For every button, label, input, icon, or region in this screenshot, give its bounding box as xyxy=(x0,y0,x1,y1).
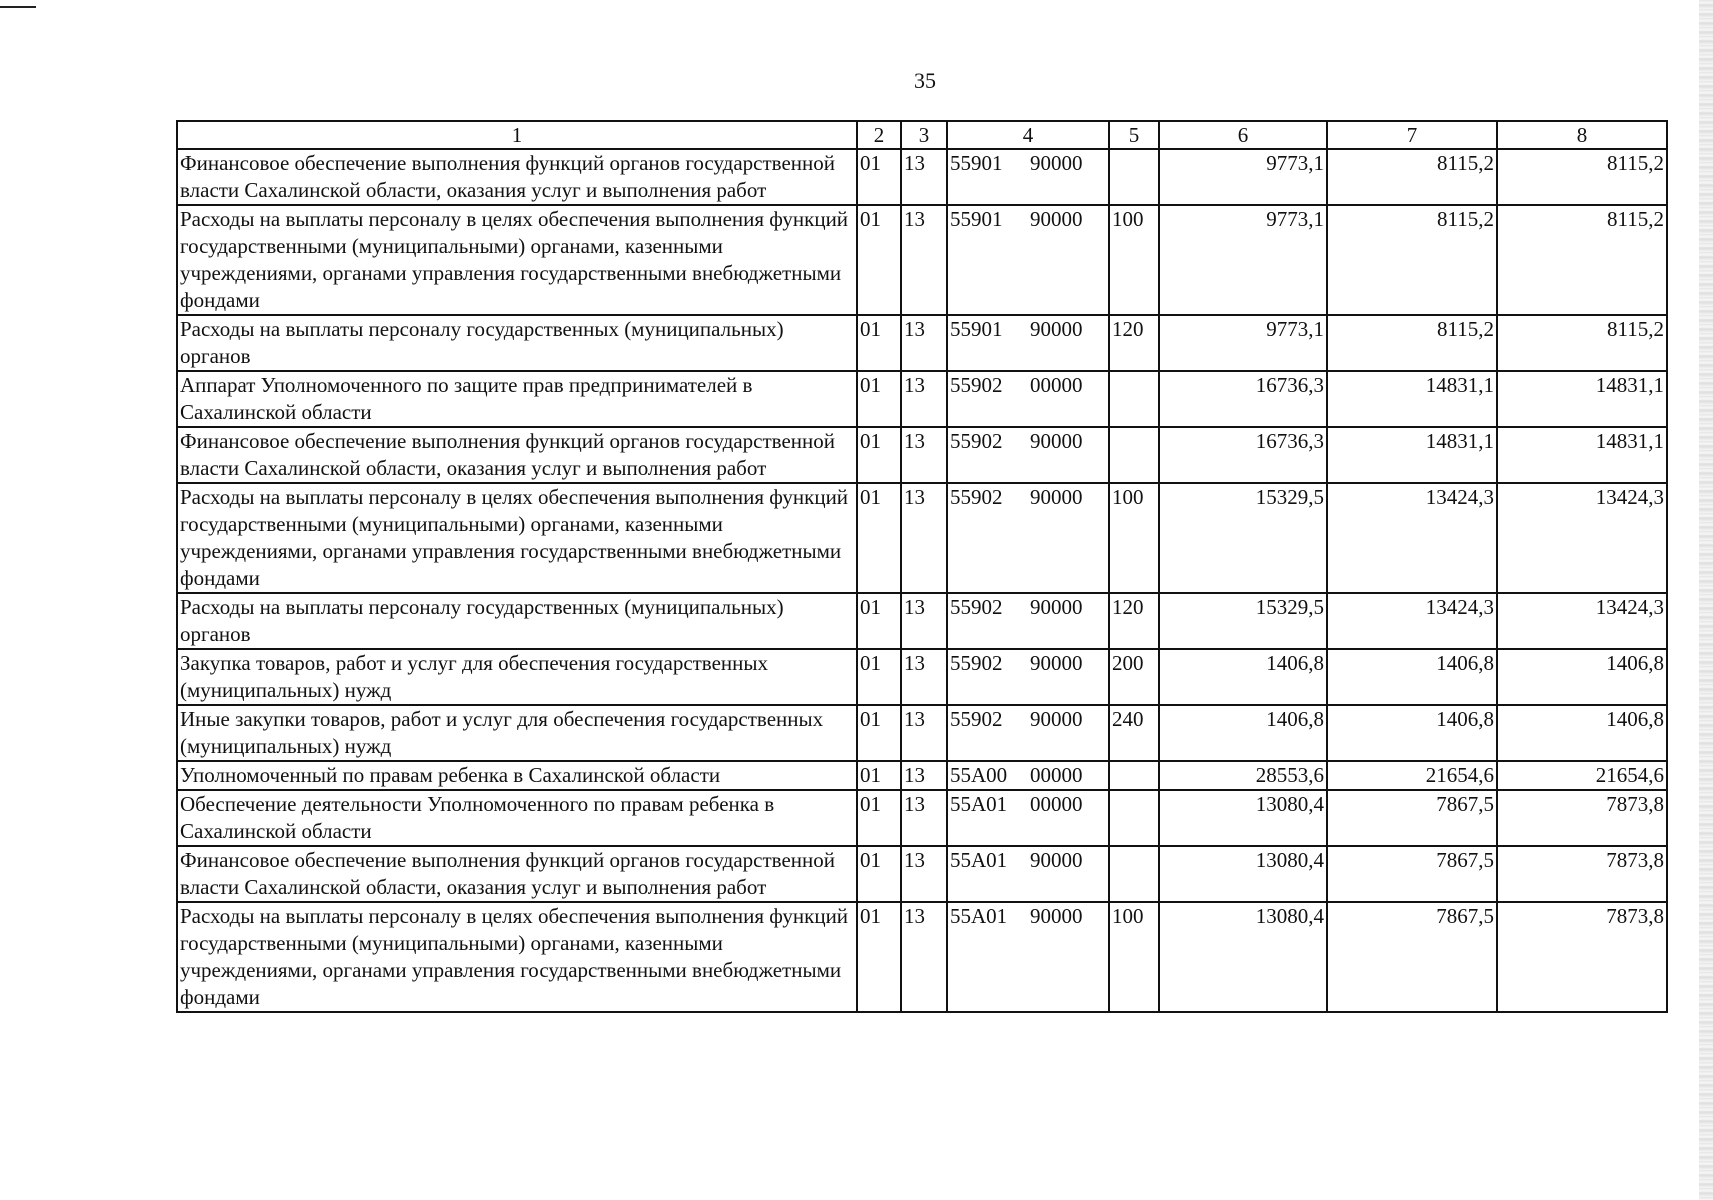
row-target-article xyxy=(947,593,1109,649)
row-subsection-code: 13 xyxy=(901,902,947,1012)
row-amount-col7: 21654,6 xyxy=(1327,761,1497,790)
row-amount-col6: 13080,4 xyxy=(1159,846,1327,902)
row-expense-type xyxy=(1109,427,1159,483)
row-target-article xyxy=(947,649,1109,705)
row-subsection-code: 13 xyxy=(901,846,947,902)
target-article-part-a: 55901 xyxy=(950,317,1003,341)
row-subsection-code: 13 xyxy=(901,649,947,705)
row-subsection-code: 13 xyxy=(901,761,947,790)
row-amount-col6: 1406,8 xyxy=(1159,649,1327,705)
row-section-code: 01 xyxy=(857,427,901,483)
target-article-part-a: 55А01 xyxy=(950,792,1008,816)
target-article-part-b: 90000 xyxy=(1030,207,1083,231)
column-header-8: 8 xyxy=(1497,121,1667,149)
row-section-code: 01 xyxy=(857,761,901,790)
target-article-part-a: 55А00 xyxy=(950,763,1008,787)
header-row xyxy=(177,121,1667,149)
column-header-3: 3 xyxy=(901,121,947,149)
row-name: Иные закупки товаров, работ и услуг для обеспечения государственных (муниципальных) нужд xyxy=(177,705,857,761)
column-header-1: 1 xyxy=(177,121,857,149)
row-expense-type: 120 xyxy=(1109,593,1159,649)
target-article-part-a: 55901 xyxy=(950,151,1003,175)
table-row xyxy=(177,593,1667,649)
row-expense-type xyxy=(1109,761,1159,790)
row-amount-col7: 8115,2 xyxy=(1327,149,1497,205)
row-amount-col8: 7873,8 xyxy=(1497,846,1667,902)
row-amount-col7: 14831,1 xyxy=(1327,427,1497,483)
row-section-code: 01 xyxy=(857,649,901,705)
row-amount-col6: 1406,8 xyxy=(1159,705,1327,761)
row-section-code: 01 xyxy=(857,149,901,205)
row-name: Аппарат Уполномоченного по защите прав предпринимателей в Сахалинской области xyxy=(177,371,857,427)
row-expense-type: 100 xyxy=(1109,483,1159,593)
target-article-part-a: 55902 xyxy=(950,485,1003,509)
column-header-2: 2 xyxy=(857,121,901,149)
target-article-part-b: 90000 xyxy=(1030,651,1083,675)
row-amount-col7: 7867,5 xyxy=(1327,846,1497,902)
row-amount-col7: 8115,2 xyxy=(1327,315,1497,371)
row-target-article xyxy=(947,790,1109,846)
row-target-article xyxy=(947,902,1109,1012)
row-amount-col6: 16736,3 xyxy=(1159,427,1327,483)
target-article-part-a: 55902 xyxy=(950,595,1003,619)
row-amount-col6: 16736,3 xyxy=(1159,371,1327,427)
row-amount-col8: 14831,1 xyxy=(1497,427,1667,483)
row-amount-col8: 13424,3 xyxy=(1497,483,1667,593)
target-article-part-a: 55902 xyxy=(950,651,1003,675)
row-name: Расходы на выплаты персоналу в целях обеспечения выполнения функций государственными (муниципальными) органами, казенными учреждениями, органами управления государственными внебюджетными фондами xyxy=(177,205,857,315)
row-amount-col6: 15329,5 xyxy=(1159,593,1327,649)
row-amount-col8: 8115,2 xyxy=(1497,149,1667,205)
column-header-7: 7 xyxy=(1327,121,1497,149)
row-target-article xyxy=(947,761,1109,790)
row-amount-col8: 8115,2 xyxy=(1497,205,1667,315)
row-name: Расходы на выплаты персоналу государственных (муниципальных) органов xyxy=(177,315,857,371)
row-amount-col8: 14831,1 xyxy=(1497,371,1667,427)
row-target-article xyxy=(947,846,1109,902)
row-target-article xyxy=(947,205,1109,315)
row-name: Финансовое обеспечение выполнения функций органов государственной власти Сахалинской области, оказания услуг и выполнения работ xyxy=(177,846,857,902)
row-amount-col6: 9773,1 xyxy=(1159,205,1327,315)
row-section-code: 01 xyxy=(857,705,901,761)
row-amount-col8: 13424,3 xyxy=(1497,593,1667,649)
target-article-part-b: 90000 xyxy=(1030,595,1083,619)
row-section-code: 01 xyxy=(857,790,901,846)
scan-corner-mark xyxy=(0,6,36,8)
table-row xyxy=(177,705,1667,761)
table-row xyxy=(177,761,1667,790)
row-subsection-code: 13 xyxy=(901,371,947,427)
row-expense-type xyxy=(1109,790,1159,846)
budget-table xyxy=(176,120,1668,1013)
row-amount-col6: 9773,1 xyxy=(1159,315,1327,371)
target-article-part-b: 00000 xyxy=(1030,792,1083,816)
row-target-article xyxy=(947,427,1109,483)
row-expense-type: 120 xyxy=(1109,315,1159,371)
row-name: Расходы на выплаты персоналу государственных (муниципальных) органов xyxy=(177,593,857,649)
target-article-part-b: 90000 xyxy=(1030,707,1083,731)
column-header-6: 6 xyxy=(1159,121,1327,149)
target-article-part-a: 55902 xyxy=(950,707,1003,731)
row-section-code: 01 xyxy=(857,205,901,315)
row-amount-col8: 21654,6 xyxy=(1497,761,1667,790)
row-amount-col7: 13424,3 xyxy=(1327,483,1497,593)
row-subsection-code: 13 xyxy=(901,149,947,205)
row-target-article xyxy=(947,315,1109,371)
row-expense-type: 200 xyxy=(1109,649,1159,705)
page-number: 35 xyxy=(914,68,936,93)
row-amount-col8: 1406,8 xyxy=(1497,705,1667,761)
row-target-article xyxy=(947,371,1109,427)
table-row xyxy=(177,371,1667,427)
row-subsection-code: 13 xyxy=(901,705,947,761)
table-row xyxy=(177,649,1667,705)
row-amount-col6: 13080,4 xyxy=(1159,790,1327,846)
row-expense-type xyxy=(1109,371,1159,427)
row-amount-col7: 1406,8 xyxy=(1327,649,1497,705)
row-name: Закупка товаров, работ и услуг для обеспечения государственных (муниципальных) нужд xyxy=(177,649,857,705)
row-amount-col7: 14831,1 xyxy=(1327,371,1497,427)
row-subsection-code: 13 xyxy=(901,205,947,315)
row-subsection-code: 13 xyxy=(901,593,947,649)
target-article-part-a: 55902 xyxy=(950,429,1003,453)
row-amount-col6: 9773,1 xyxy=(1159,149,1327,205)
row-section-code: 01 xyxy=(857,371,901,427)
target-article-part-b: 00000 xyxy=(1030,373,1083,397)
row-name: Финансовое обеспечение выполнения функций органов государственной власти Сахалинской области, оказания услуг и выполнения работ xyxy=(177,427,857,483)
target-article-part-a: 55А01 xyxy=(950,848,1008,872)
row-subsection-code: 13 xyxy=(901,483,947,593)
row-name: Расходы на выплаты персоналу в целях обеспечения выполнения функций государственными (муниципальными) органами, казенными учреждениями, органами управления государственными внебюджетными фондами xyxy=(177,483,857,593)
table-row xyxy=(177,149,1667,205)
target-article-part-b: 90000 xyxy=(1030,904,1083,928)
table-row xyxy=(177,846,1667,902)
row-expense-type: 100 xyxy=(1109,205,1159,315)
row-amount-col7: 7867,5 xyxy=(1327,902,1497,1012)
table-row xyxy=(177,902,1667,1012)
table-row xyxy=(177,315,1667,371)
target-article-part-b: 90000 xyxy=(1030,848,1083,872)
row-subsection-code: 13 xyxy=(901,315,947,371)
target-article-part-b: 90000 xyxy=(1030,151,1083,175)
row-amount-col8: 1406,8 xyxy=(1497,649,1667,705)
row-name: Обеспечение деятельности Уполномоченного по правам ребенка в Сахалинской области xyxy=(177,790,857,846)
target-article-part-a: 55902 xyxy=(950,373,1003,397)
row-amount-col6: 28553,6 xyxy=(1159,761,1327,790)
row-target-article xyxy=(947,705,1109,761)
row-expense-type: 100 xyxy=(1109,902,1159,1012)
target-article-part-b: 90000 xyxy=(1030,317,1083,341)
row-amount-col8: 7873,8 xyxy=(1497,790,1667,846)
row-section-code: 01 xyxy=(857,315,901,371)
row-subsection-code: 13 xyxy=(901,427,947,483)
row-subsection-code: 13 xyxy=(901,790,947,846)
row-amount-col7: 7867,5 xyxy=(1327,790,1497,846)
column-header-5: 5 xyxy=(1109,121,1159,149)
row-section-code: 01 xyxy=(857,593,901,649)
row-section-code: 01 xyxy=(857,846,901,902)
table-row xyxy=(177,790,1667,846)
row-expense-type: 240 xyxy=(1109,705,1159,761)
column-header-4: 4 xyxy=(947,121,1109,149)
row-section-code: 01 xyxy=(857,902,901,1012)
target-article-part-b: 00000 xyxy=(1030,763,1083,787)
row-target-article xyxy=(947,483,1109,593)
row-amount-col8: 8115,2 xyxy=(1497,315,1667,371)
row-name: Расходы на выплаты персоналу в целях обеспечения выполнения функций государственными (муниципальными) органами, казенными учреждениями, органами управления государственными внебюджетными фондами xyxy=(177,902,857,1012)
target-article-part-b: 90000 xyxy=(1030,429,1083,453)
scan-edge xyxy=(1699,0,1713,1200)
row-name: Финансовое обеспечение выполнения функций органов государственной власти Сахалинской области, оказания услуг и выполнения работ xyxy=(177,149,857,205)
row-section-code: 01 xyxy=(857,483,901,593)
row-amount-col7: 8115,2 xyxy=(1327,205,1497,315)
row-amount-col6: 15329,5 xyxy=(1159,483,1327,593)
row-amount-col8: 7873,8 xyxy=(1497,902,1667,1012)
row-amount-col6: 13080,4 xyxy=(1159,902,1327,1012)
row-expense-type xyxy=(1109,846,1159,902)
row-amount-col7: 1406,8 xyxy=(1327,705,1497,761)
table-row xyxy=(177,427,1667,483)
row-expense-type xyxy=(1109,149,1159,205)
row-target-article xyxy=(947,149,1109,205)
target-article-part-b: 90000 xyxy=(1030,485,1083,509)
table-row xyxy=(177,483,1667,593)
target-article-part-a: 55901 xyxy=(950,207,1003,231)
target-article-part-a: 55А01 xyxy=(950,904,1008,928)
table-row xyxy=(177,205,1667,315)
row-amount-col7: 13424,3 xyxy=(1327,593,1497,649)
row-name: Уполномоченный по правам ребенка в Сахалинской области xyxy=(177,761,857,790)
